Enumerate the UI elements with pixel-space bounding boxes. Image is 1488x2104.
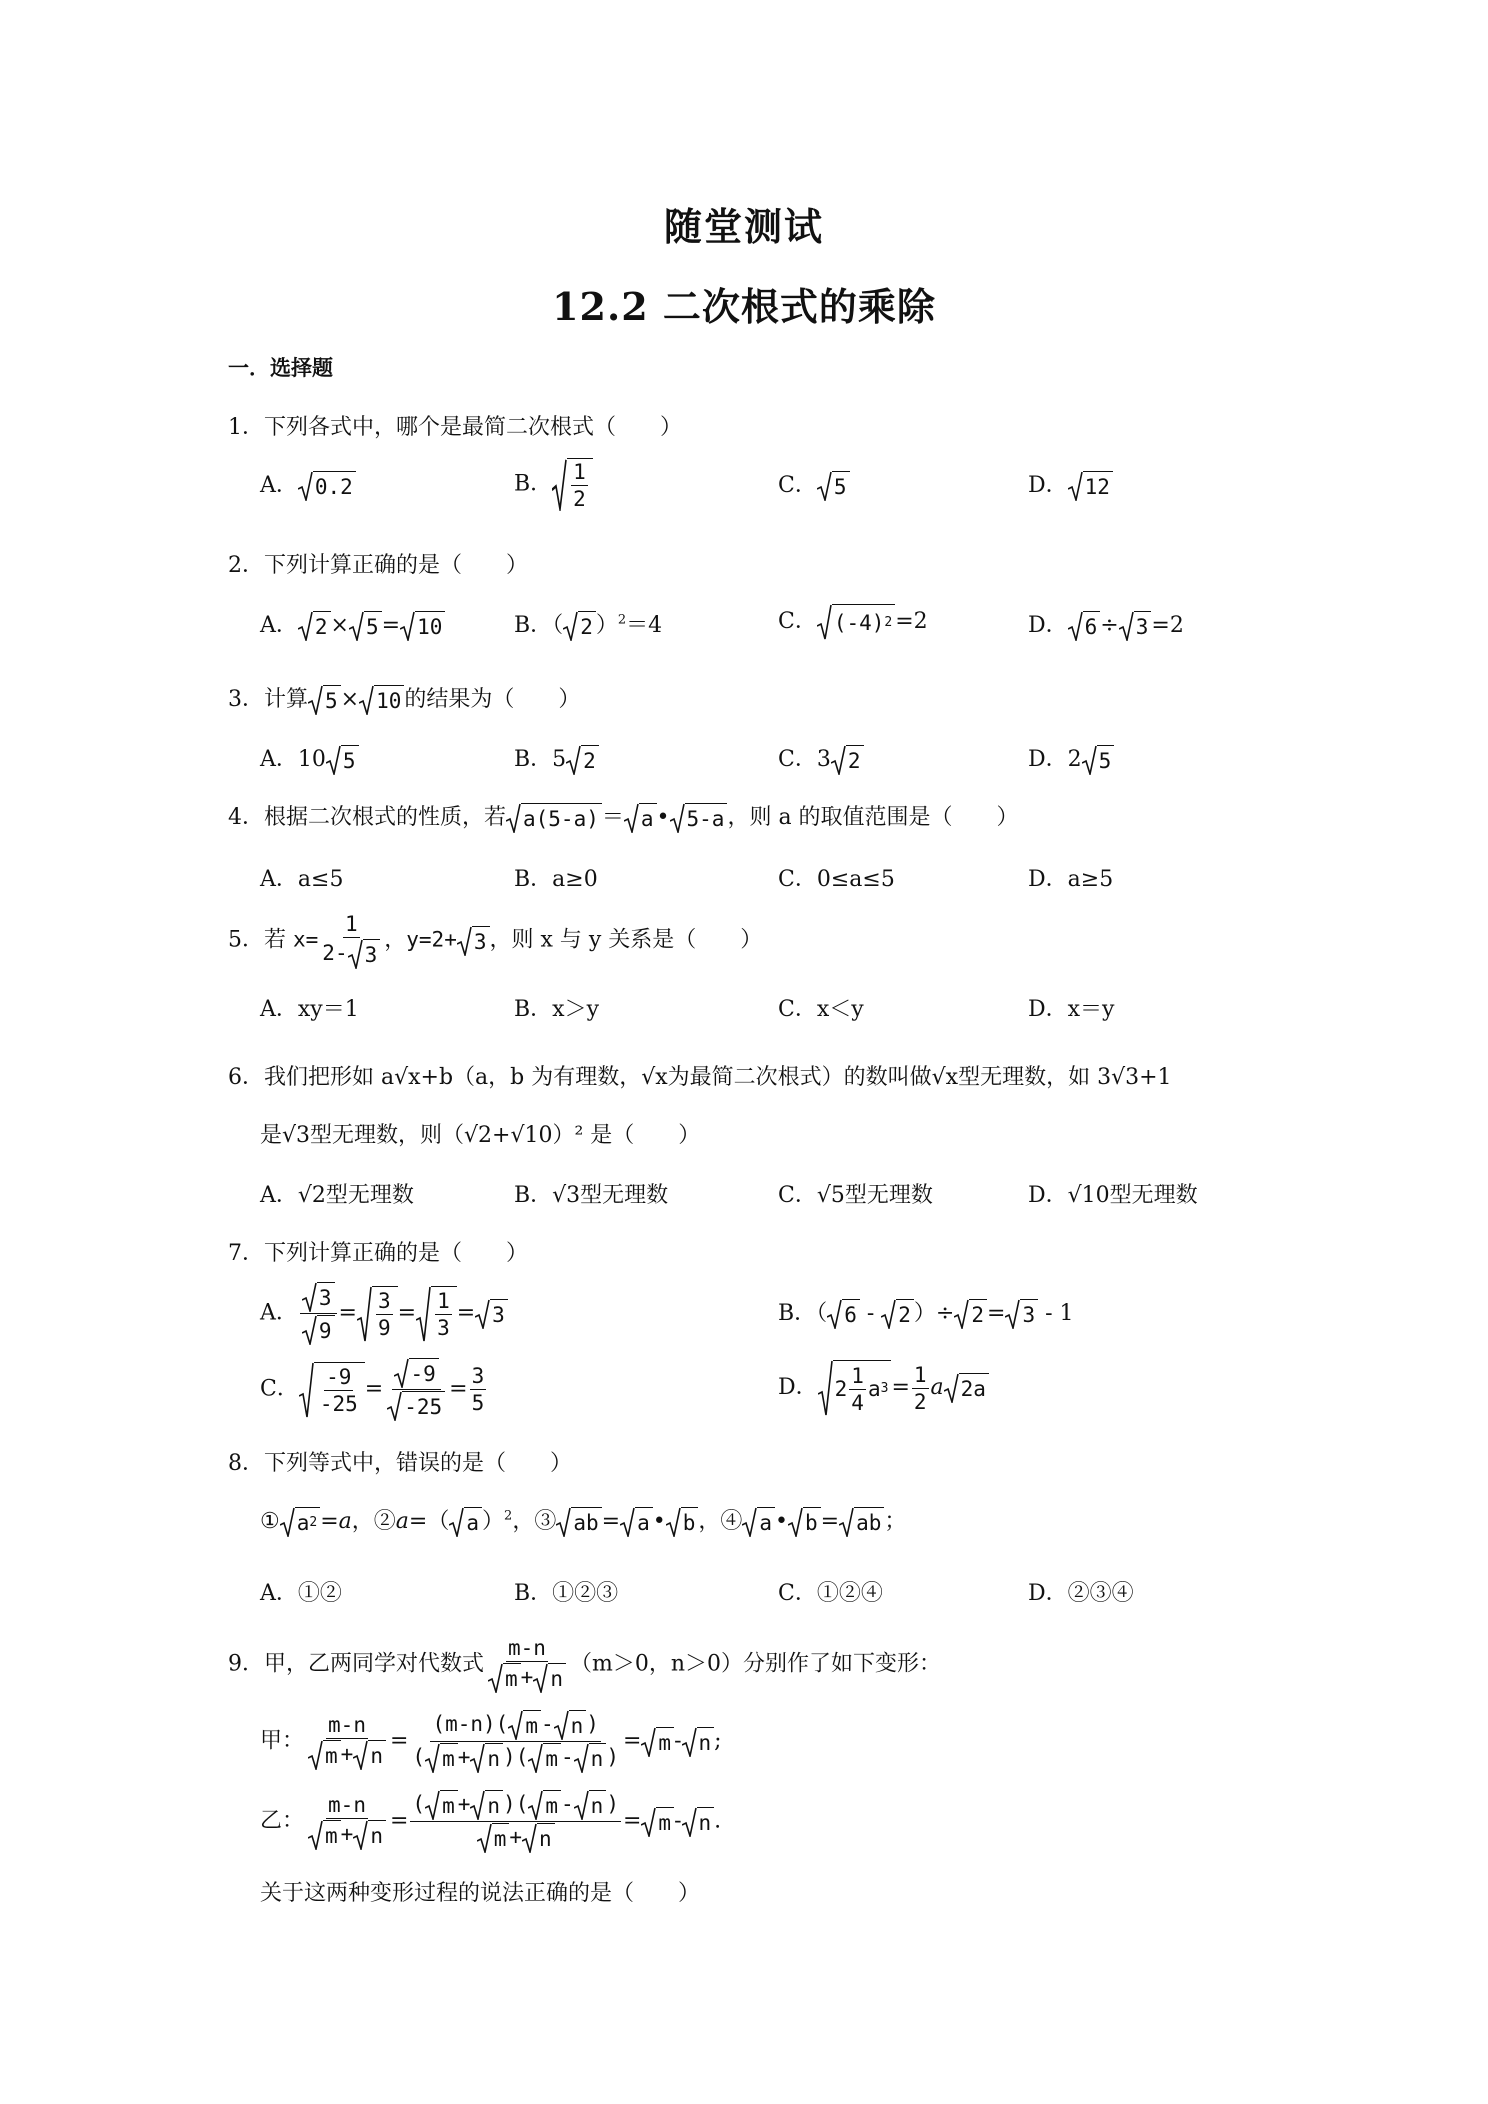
question-3-option-a: A．10 5 [260, 742, 359, 775]
question-1-option-c: C． 5 [778, 468, 850, 501]
section-heading: 一．选择题 [228, 356, 333, 380]
question-7-stem: 7．下列计算正确的是（ ） [228, 1241, 528, 1266]
question-6-option-a: A．√2型无理数 [260, 1183, 414, 1208]
question-3-stem: 3．计算 5 × 10 的结果为（ ） [228, 687, 581, 713]
question-7-option-b: B．（ 6 - 2 ）÷ 2 = 3 - 1 [778, 1301, 1074, 1327]
question-8-option-c: C．①②④ [778, 1581, 883, 1606]
question-6-line-1: 6．我们把形如 a√x+b（a，b 为有理数，√x为最简二次根式）的数叫做√x型无理数，如 3√3+1 [228, 1065, 1172, 1090]
question-8-equations: ① a 2 =a，②a=（ a ）$^2$，③ ab = a • b ，④ a • b = ab ； [260, 1508, 907, 1535]
question-9-yi-derivation: 乙： m-n m + n = ( m + n )( m - n ) m + n = m - n . [260, 1792, 722, 1851]
question-5-option-b: B．x＞y [514, 997, 600, 1022]
question-9-stem: 9．甲，乙两同学对代数式 m-n m + n （m＞0，n＞0）分别作了如下变形： [228, 1636, 941, 1691]
question-8-option-d: D．②③④ [1028, 1581, 1134, 1606]
question-4-option-c: C．0≤a≤5 [778, 867, 895, 892]
question-2-option-b: B．（ 2 ）$^2$＝4 [514, 612, 663, 639]
question-5-option-a: A．xy＝1 [260, 997, 359, 1022]
question-2-option-d: D． 6 ÷ 3 =2 [1028, 613, 1184, 639]
question-6-option-b: B．√3型无理数 [514, 1183, 669, 1208]
question-2-option-c: C． (-4) 2 =2 [778, 604, 928, 640]
question-6-option-d: D．√10型无理数 [1028, 1183, 1198, 1208]
question-1-option-a: A． 0.2 [260, 468, 356, 501]
question-3-option-d: D．2 5 [1028, 742, 1114, 775]
question-4-option-b: B．a≥0 [514, 867, 598, 892]
page-subtitle: 12.2 二次根式的乘除 [552, 284, 936, 329]
question-1-option-b: B． $\frac{1}{2}$ [514, 458, 593, 511]
question-6-option-c: C．√5型无理数 [778, 1183, 933, 1208]
question-7-option-d: D． 2 $\frac{1}{4}$ a 3 = $\frac{1}{2}$ a 2a [778, 1360, 989, 1416]
question-8-option-a: A．①② [260, 1581, 342, 1606]
question-2-option-a: A． 2 × 5 = 10 [260, 608, 445, 641]
page-title: 随堂测试 [663, 204, 824, 249]
question-9-jia-derivation: 甲： m-n m + n = (m-n)( m - n ) ( m + n )( m - n ) = m - n ; [260, 1712, 722, 1771]
question-8-option-b: B．①②③ [514, 1581, 619, 1606]
question-1-option-d: D． 12 [1028, 468, 1113, 501]
question-2-stem: 2．下列计算正确的是（ ） [228, 553, 528, 578]
question-4-stem: 4．根据二次根式的性质，若 a(5-a) ＝ a • 5-a ，则 a 的取值范围是（ ） [228, 805, 1019, 831]
question-5-option-d: D．x＝y [1028, 997, 1115, 1022]
question-3-option-c: C．3 2 [778, 742, 864, 775]
question-3-option-b: B．5 2 [514, 742, 599, 775]
question-7-option-c: C． $\frac{-9}{-25}$ = $\frac{-9}{-25}$ = $\frac{3}{5}$ [260, 1358, 488, 1421]
question-4-option-d: D．a≥5 [1028, 867, 1114, 892]
question-9-ask: 关于这两种变形过程的说法正确的是（ ） [260, 1881, 701, 1906]
question-7-option-a: A． $\frac{3}{9}$ = $\frac{3}{9}$ = $\frac{1}{3}$ = 3 [260, 1282, 508, 1345]
question-6-line-2: 是√3型无理数，则（√2+√10）² 是（ ） [260, 1123, 701, 1148]
question-5-stem: 5．若 x= 1 2- 3 ，y=2+ 3 ，则 x 与 y 关系是（ ） [228, 912, 763, 967]
question-8-stem: 8．下列等式中，错误的是（ ） [228, 1451, 572, 1476]
question-5-option-c: C．x＜y [778, 997, 864, 1022]
question-4-option-a: A．a≤5 [260, 867, 344, 892]
question-1-stem: 1．下列各式中，哪个是最简二次根式（ ） [228, 415, 682, 440]
